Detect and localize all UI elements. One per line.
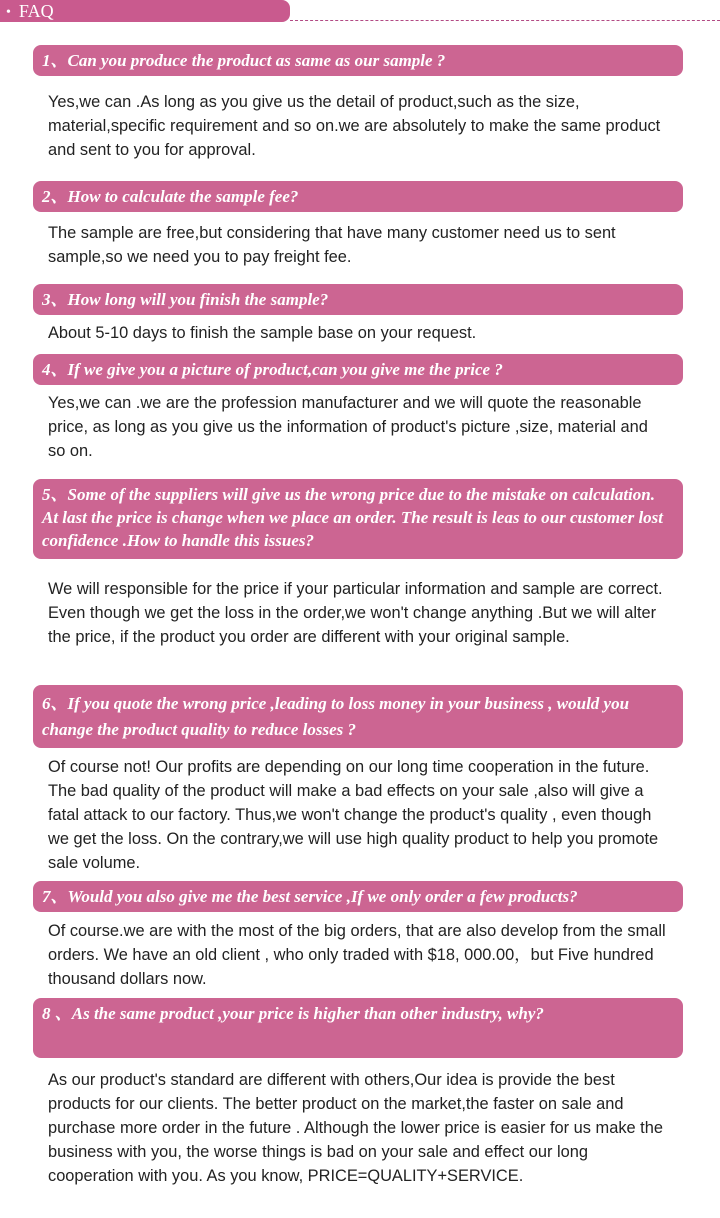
- faq-answer-5: We will responsible for the price if your particular information and sample are correct. Even though we get the loss in the order,we won't change anything .But we will alter the price, if the product you order are different with your original sample.: [48, 580, 663, 646]
- faq-question-8: 8 、As the same product ,your price is higher than other industry, why?: [33, 998, 683, 1058]
- faq-question-3: 3、How long will you finish the sample?: [33, 284, 683, 315]
- faq-question-6: 6、If you quote the wrong price ,leading to loss money in your business , would you change the product quality to reduce losses ?: [33, 685, 683, 748]
- bullet-icon: •: [6, 5, 11, 20]
- faq-header-tab: [0, 0, 290, 22]
- faq-answer-3: About 5-10 days to finish the sample base on your request.: [48, 324, 477, 342]
- faq-title: FAQ: [18, 1, 54, 21]
- header-divider: [290, 20, 720, 21]
- faq-question-5: 5、Some of the suppliers will give us the wrong price due to the mistake on calculation. At last the price is change when we place an order. The result is leas to our customer lost confidence .How to handle this issues?: [33, 479, 683, 559]
- faq-answer-6: Of course not! Our profits are depending on our long time cooperation in the future. The bad quality of the product will make a bad effects on your sale ,also will give a fatal attack to our factory. Thus,we won't change the product's quality , even though we get the loss. On the contrary,we will use high quality product to help you promote sale volume.: [48, 758, 659, 872]
- faq-answer-4: Yes,we can .we are the profession manufacturer and we will quote the reasonable price, as long as you give us the information of product's picture ,size, material and so on.: [48, 394, 648, 460]
- faq-answer-7: Of course.we are with the most of the big orders, that are also develop from the small orders. We have an old client , who only traded with $18, 000.00，but Five hundred thousand dollars now.: [48, 922, 666, 988]
- faq-question-2: 2、How to calculate the sample fee?: [33, 181, 683, 212]
- faq-answer-8: As our product's standard are different with others,Our idea is provide the best products for our clients. The better product on the market,the faster on sale and purchase more order in the future . Although the lower price is easier for us make the business with you, the worse things is bad on your sale and effect our long cooperation with you. As you know, PRICE=QUALITY+SERVICE.: [48, 1071, 663, 1185]
- faq-question-1: 1、Can you produce the product as same as our sample ?: [33, 45, 683, 76]
- faq-question-4: 4、If we give you a picture of product,can you give me the price ?: [33, 354, 683, 385]
- faq-answer-2: The sample are free,but considering that have many customer need us to sent sample,so we need you to pay freight fee.: [48, 224, 616, 266]
- faq-answer-1: Yes,we can .As long as you give us the detail of product,such as the size, material,specific requirement and so on.we are absolutely to make the same product and sent to you for approval.: [48, 93, 661, 159]
- faq-question-7: 7、Would you also give me the best service ,If we only order a few products?: [33, 881, 683, 912]
